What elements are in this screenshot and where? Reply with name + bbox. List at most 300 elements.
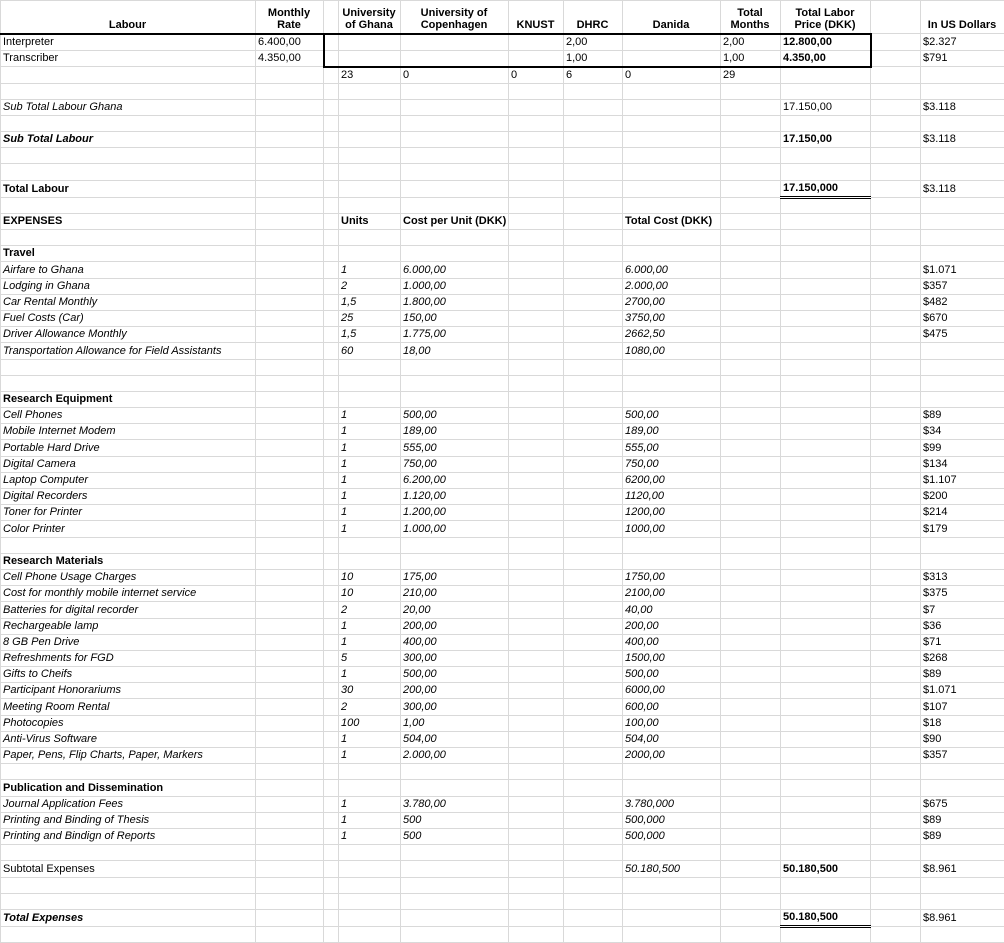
cost-per-unit-cell[interactable]: 555,00 [401,440,509,456]
usd-cell[interactable]: $89 [921,667,1004,683]
empty-cell[interactable] [256,828,324,844]
empty-cell[interactable] [509,83,564,99]
empty-cell[interactable] [921,877,1004,893]
empty-cell[interactable] [339,164,401,180]
empty-cell[interactable] [509,343,564,359]
empty-cell[interactable] [871,505,921,521]
empty-cell[interactable] [339,180,401,197]
empty-cell[interactable] [339,780,401,796]
empty-cell[interactable] [921,230,1004,246]
total-cost-cell[interactable]: 3750,00 [623,310,721,326]
monthly-rate-cell[interactable]: 6.400,00 [256,34,324,51]
units-cell[interactable]: 1 [339,796,401,812]
empty-cell[interactable] [781,424,871,440]
empty-cell[interactable] [781,667,871,683]
summary-value-cell[interactable]: 17.150,00 [781,99,871,115]
empty-cell[interactable] [324,99,339,115]
expenses-title-cell[interactable]: EXPENSES [1,213,256,229]
empty-cell[interactable] [871,327,921,343]
usd-cell[interactable]: $1.071 [921,262,1004,278]
empty-cell[interactable] [871,877,921,893]
empty-cell[interactable] [871,440,921,456]
units-cell[interactable]: 1,5 [339,294,401,310]
item-name-cell[interactable]: Journal Application Fees [1,796,256,812]
empty-cell[interactable] [623,359,721,375]
empty-cell[interactable] [509,50,564,67]
empty-cell[interactable] [256,909,324,926]
empty-cell[interactable] [509,909,564,926]
section-name-cell[interactable]: Research Equipment [1,391,256,407]
empty-cell[interactable] [781,877,871,893]
empty-cell[interactable] [256,893,324,909]
usd-cell[interactable] [921,343,1004,359]
empty-cell[interactable] [564,650,623,666]
empty-cell[interactable] [1,83,256,99]
empty-cell[interactable] [781,602,871,618]
total-cost-cell[interactable]: 750,00 [623,456,721,472]
monthly-rate-cell[interactable]: 4.350,00 [256,50,324,67]
empty-cell[interactable] [509,408,564,424]
empty-cell[interactable] [256,294,324,310]
empty-cell[interactable] [564,715,623,731]
col-header-university-of-copenhagen[interactable]: University of Copenhagen [401,1,509,34]
units-cell[interactable]: 1 [339,424,401,440]
empty-cell[interactable] [721,115,781,131]
empty-cell[interactable] [871,83,921,99]
empty-cell[interactable] [721,343,781,359]
empty-cell[interactable] [324,50,339,67]
empty-cell[interactable] [509,715,564,731]
empty-cell[interactable] [324,246,339,262]
empty-cell[interactable] [721,909,781,926]
empty-cell[interactable] [509,34,564,51]
empty-cell[interactable] [324,262,339,278]
empty-cell[interactable] [871,553,921,569]
empty-cell[interactable] [871,262,921,278]
empty-cell[interactable] [564,359,623,375]
empty-cell[interactable] [564,343,623,359]
empty-cell[interactable] [324,537,339,553]
empty-cell[interactable] [401,861,509,877]
units-cell[interactable]: 1 [339,812,401,828]
empty-cell[interactable] [564,537,623,553]
empty-cell[interactable] [721,424,781,440]
empty-cell[interactable] [781,310,871,326]
units-cell[interactable]: 1 [339,731,401,747]
empty-cell[interactable] [256,731,324,747]
item-name-cell[interactable]: Car Rental Monthly [1,294,256,310]
empty-cell[interactable] [871,391,921,407]
empty-cell[interactable] [564,115,623,131]
empty-cell[interactable] [256,505,324,521]
empty-cell[interactable] [921,553,1004,569]
empty-cell[interactable] [256,472,324,488]
empty-cell[interactable] [721,812,781,828]
empty-cell[interactable] [324,148,339,164]
empty-cell[interactable] [564,812,623,828]
empty-cell[interactable] [781,197,871,213]
usd-cell[interactable]: $3.118 [921,132,1004,148]
total-cost-cell[interactable]: 6000,00 [623,683,721,699]
empty-cell[interactable] [339,99,401,115]
empty-cell[interactable] [256,812,324,828]
cost-per-unit-cell[interactable]: 6.200,00 [401,472,509,488]
empty-cell[interactable] [324,748,339,764]
usd-cell[interactable]: $200 [921,489,1004,505]
empty-cell[interactable] [564,569,623,585]
empty-cell[interactable] [509,828,564,844]
empty-cell[interactable] [401,893,509,909]
cost-per-unit-cell[interactable]: 3.780,00 [401,796,509,812]
units-cell[interactable]: 2 [339,699,401,715]
total-months-count-cell[interactable]: 29 [721,67,781,84]
empty-cell[interactable] [871,731,921,747]
item-name-cell[interactable]: Refreshments for FGD [1,650,256,666]
empty-cell[interactable] [256,861,324,877]
empty-cell[interactable] [324,667,339,683]
empty-cell[interactable] [564,164,623,180]
col-header-labour[interactable]: Labour [1,1,256,34]
cost-per-unit-cell[interactable]: 150,00 [401,310,509,326]
empty-cell[interactable] [1,230,256,246]
empty-cell[interactable] [1,359,256,375]
col-header-danida[interactable]: Danida [623,1,721,34]
empty-cell[interactable] [564,845,623,861]
empty-cell[interactable] [921,375,1004,391]
empty-cell[interactable] [509,926,564,942]
empty-cell[interactable] [324,602,339,618]
item-name-cell[interactable]: Meeting Room Rental [1,699,256,715]
col-header-in-us-dollars[interactable]: In US Dollars [921,1,1004,34]
item-name-cell[interactable]: Portable Hard Drive [1,440,256,456]
empty-cell[interactable] [871,472,921,488]
item-name-cell[interactable]: Driver Allowance Monthly [1,327,256,343]
col-header-total-labor-price[interactable]: Total Labor Price (DKK) [781,1,871,34]
empty-cell[interactable] [871,230,921,246]
empty-cell[interactable] [781,213,871,229]
empty-cell[interactable] [256,877,324,893]
empty-cell[interactable] [256,440,324,456]
total-cost-cell[interactable]: 2700,00 [623,294,721,310]
empty-cell[interactable] [324,926,339,942]
col-header-university-of-ghana[interactable]: University of Ghana [339,1,401,34]
empty-cell[interactable] [509,505,564,521]
empty-cell[interactable] [509,537,564,553]
empty-cell[interactable] [564,618,623,634]
item-name-cell[interactable]: Anti-Virus Software [1,731,256,747]
empty-cell[interactable] [324,230,339,246]
empty-cell[interactable] [324,812,339,828]
empty-cell[interactable] [564,505,623,521]
empty-cell[interactable] [921,780,1004,796]
empty-cell[interactable] [401,780,509,796]
empty-cell[interactable] [564,796,623,812]
empty-cell[interactable] [324,424,339,440]
empty-cell[interactable] [509,375,564,391]
empty-cell[interactable] [871,699,921,715]
total-cost-cell[interactable]: 2000,00 [623,748,721,764]
empty-cell[interactable] [324,893,339,909]
total-expenses-label-cell[interactable]: Total Expenses [1,909,256,926]
empty-cell[interactable] [781,83,871,99]
empty-cell[interactable] [509,699,564,715]
empty-cell[interactable] [256,926,324,942]
cost-per-unit-cell[interactable]: 300,00 [401,650,509,666]
empty-cell[interactable] [401,909,509,926]
empty-cell[interactable] [509,634,564,650]
empty-cell[interactable] [564,731,623,747]
empty-cell[interactable] [564,602,623,618]
item-name-cell[interactable]: Color Printer [1,521,256,537]
empty-cell[interactable] [256,586,324,602]
section-name-cell[interactable]: Research Materials [1,553,256,569]
empty-cell[interactable] [871,456,921,472]
empty-cell[interactable] [564,521,623,537]
subtotal-value-cell[interactable]: 50.180,500 [781,861,871,877]
empty-cell[interactable] [623,764,721,780]
empty-cell[interactable] [324,618,339,634]
empty-cell[interactable] [721,489,781,505]
empty-cell[interactable] [256,391,324,407]
empty-cell[interactable] [324,343,339,359]
empty-cell[interactable] [564,553,623,569]
empty-cell[interactable] [324,375,339,391]
empty-cell[interactable] [509,650,564,666]
empty-cell[interactable] [921,148,1004,164]
empty-cell[interactable] [509,748,564,764]
units-cell[interactable]: 60 [339,343,401,359]
usd-cell[interactable]: $107 [921,699,1004,715]
units-cell[interactable]: 1 [339,440,401,456]
empty-cell[interactable] [324,472,339,488]
empty-cell[interactable] [781,893,871,909]
empty-cell[interactable] [564,861,623,877]
empty-cell[interactable] [324,359,339,375]
empty-cell[interactable] [721,926,781,942]
empty-cell[interactable] [721,715,781,731]
empty-cell[interactable] [781,246,871,262]
empty-cell[interactable] [921,197,1004,213]
empty-cell[interactable] [324,828,339,844]
empty-cell[interactable] [871,375,921,391]
total-cost-cell[interactable]: 1200,00 [623,505,721,521]
empty-cell[interactable] [324,845,339,861]
empty-cell[interactable] [781,828,871,844]
empty-cell[interactable] [564,132,623,148]
units-cell[interactable]: 1,5 [339,327,401,343]
total-cost-cell[interactable]: 40,00 [623,602,721,618]
empty-cell[interactable] [1,926,256,942]
empty-cell[interactable] [623,375,721,391]
total-months-cell[interactable]: 1,00 [721,50,781,67]
empty-cell[interactable] [721,667,781,683]
empty-cell[interactable] [781,489,871,505]
empty-cell[interactable] [781,343,871,359]
cost-per-unit-cell[interactable]: 400,00 [401,634,509,650]
col-header-total-months[interactable]: Total Months [721,1,781,34]
empty-cell[interactable] [401,132,509,148]
empty-cell[interactable] [871,67,921,84]
empty-cell[interactable] [721,83,781,99]
empty-cell[interactable] [781,262,871,278]
empty-cell[interactable] [1,148,256,164]
empty-cell[interactable] [721,164,781,180]
empty-cell[interactable] [339,50,401,67]
empty-cell[interactable] [256,262,324,278]
empty-cell[interactable] [509,456,564,472]
item-name-cell[interactable]: Digital Camera [1,456,256,472]
empty-cell[interactable] [256,553,324,569]
empty-cell[interactable] [339,893,401,909]
subtotal-label-cell[interactable]: Subtotal Expenses [1,861,256,877]
empty-cell[interactable] [721,893,781,909]
empty-cell[interactable] [401,148,509,164]
empty-cell[interactable] [721,440,781,456]
empty-cell[interactable] [401,99,509,115]
units-cell[interactable]: 100 [339,715,401,731]
empty-cell[interactable] [871,683,921,699]
empty-cell[interactable] [509,569,564,585]
empty-cell[interactable] [921,359,1004,375]
empty-cell[interactable] [324,877,339,893]
units-cell[interactable]: 1 [339,521,401,537]
usd-cell[interactable]: $791 [921,50,1004,67]
empty-cell[interactable] [781,537,871,553]
empty-cell[interactable] [564,634,623,650]
usd-cell[interactable]: $18 [921,715,1004,731]
empty-cell[interactable] [324,83,339,99]
empty-cell[interactable] [324,115,339,131]
empty-cell[interactable] [339,391,401,407]
empty-cell[interactable] [509,667,564,683]
empty-cell[interactable] [921,246,1004,262]
empty-cell[interactable] [339,246,401,262]
empty-cell[interactable] [509,246,564,262]
empty-cell[interactable] [256,213,324,229]
item-name-cell[interactable]: Cost for monthly mobile internet service [1,586,256,602]
empty-cell[interactable] [781,780,871,796]
cost-per-unit-cell[interactable]: 1,00 [401,715,509,731]
empty-cell[interactable] [564,246,623,262]
empty-cell[interactable] [256,164,324,180]
empty-cell[interactable] [871,246,921,262]
empty-cell[interactable] [256,359,324,375]
usd-cell[interactable]: $3.118 [921,99,1004,115]
units-header-cell[interactable]: Units [339,213,401,229]
empty-cell[interactable] [921,926,1004,942]
empty-cell[interactable] [721,132,781,148]
empty-cell[interactable] [256,246,324,262]
empty-cell[interactable] [871,634,921,650]
empty-cell[interactable] [623,148,721,164]
empty-cell[interactable] [871,164,921,180]
empty-cell[interactable] [781,521,871,537]
empty-cell[interactable] [564,262,623,278]
empty-cell[interactable] [324,569,339,585]
empty-cell[interactable] [564,748,623,764]
empty-cell[interactable] [871,343,921,359]
empty-cell[interactable] [781,748,871,764]
total-cost-cell[interactable]: 100,00 [623,715,721,731]
empty-cell[interactable] [921,391,1004,407]
empty-cell[interactable] [721,731,781,747]
total-cost-cell[interactable]: 6.000,00 [623,262,721,278]
item-name-cell[interactable]: Mobile Internet Modem [1,424,256,440]
usd-cell[interactable]: $134 [921,456,1004,472]
labour-name-cell[interactable]: Transcriber [1,50,256,67]
empty-cell[interactable] [1,375,256,391]
empty-cell[interactable] [509,472,564,488]
empty-cell[interactable] [564,699,623,715]
units-cell[interactable]: 1 [339,489,401,505]
empty-cell[interactable] [721,262,781,278]
empty-cell[interactable] [256,764,324,780]
empty-cell[interactable] [1,115,256,131]
empty-cell[interactable] [781,148,871,164]
empty-cell[interactable] [721,310,781,326]
empty-cell[interactable] [324,278,339,294]
empty-cell[interactable] [871,748,921,764]
empty-cell[interactable] [401,34,509,51]
empty-cell[interactable] [339,861,401,877]
empty-cell[interactable] [256,780,324,796]
total-cost-cell[interactable]: 1750,00 [623,569,721,585]
empty-cell[interactable] [781,764,871,780]
empty-cell[interactable] [339,34,401,51]
item-name-cell[interactable]: Gifts to Cheifs [1,667,256,683]
empty-cell[interactable] [401,375,509,391]
empty-cell[interactable] [564,99,623,115]
empty-cell[interactable] [509,602,564,618]
empty-cell[interactable] [509,877,564,893]
empty-cell[interactable] [564,893,623,909]
cost-per-unit-cell[interactable]: 1.120,00 [401,489,509,505]
units-cell[interactable]: 2 [339,278,401,294]
empty-cell[interactable] [721,861,781,877]
item-name-cell[interactable]: 8 GB Pen Drive [1,634,256,650]
empty-cell[interactable] [781,456,871,472]
empty-cell[interactable] [921,213,1004,229]
empty-cell[interactable] [871,180,921,197]
empty-cell[interactable] [324,34,339,51]
empty-cell[interactable] [509,440,564,456]
empty-cell[interactable] [623,909,721,926]
empty-cell[interactable] [871,861,921,877]
empty-cell[interactable] [871,148,921,164]
empty-cell[interactable] [781,359,871,375]
empty-cell[interactable] [509,115,564,131]
total-cost-header-cell[interactable]: Total Cost (DKK) [623,213,721,229]
item-name-cell[interactable]: Digital Recorders [1,489,256,505]
empty-cell[interactable] [564,586,623,602]
empty-cell[interactable] [564,197,623,213]
empty-cell[interactable] [401,391,509,407]
empty-cell[interactable] [509,132,564,148]
empty-cell[interactable] [256,148,324,164]
total-cost-cell[interactable]: 500,00 [623,667,721,683]
empty-cell[interactable] [339,197,401,213]
empty-cell[interactable] [324,861,339,877]
empty-cell[interactable] [339,83,401,99]
empty-cell[interactable] [324,132,339,148]
cost-per-unit-cell[interactable]: 200,00 [401,618,509,634]
empty-cell[interactable] [256,180,324,197]
empty-cell[interactable] [324,699,339,715]
empty-cell[interactable] [871,780,921,796]
item-name-cell[interactable]: Toner for Printer [1,505,256,521]
cost-per-unit-cell[interactable]: 1.800,00 [401,294,509,310]
empty-cell[interactable] [401,180,509,197]
